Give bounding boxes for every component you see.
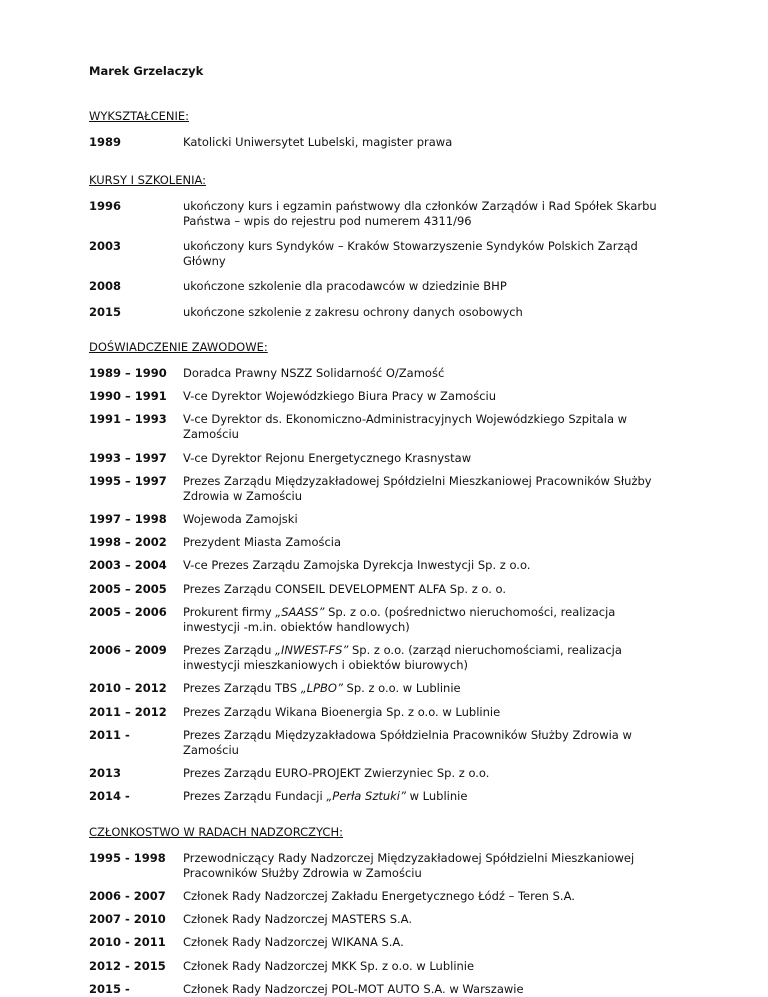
entry-date: 2006 – 2009	[89, 643, 167, 658]
entry-description: Członek Rady Nadzorczej MKK Sp. z o.o. w Lublinie	[183, 958, 475, 973]
entry-date: 1993 – 1997	[89, 450, 167, 465]
entry-description: Prezydent Miasta Zamościa	[183, 535, 342, 550]
experience-entry	[89, 389, 728, 404]
entry-description: Wojewoda Zamojski	[183, 512, 298, 527]
courses-heading: KURSY I SZKOLENIA:	[89, 172, 207, 187]
entry-date: 1989 – 1990	[89, 365, 167, 380]
entry-description: Członek Rady Nadzorczej WIKANA S.A.	[183, 935, 404, 950]
entry-description: ukończony kurs Syndyków – Kraków Stowarzyszenie Syndyków Polskich Zarząd Główny	[183, 239, 638, 269]
entry-date: 2013	[89, 766, 122, 781]
experience-entry	[89, 789, 728, 804]
courses-entry	[89, 305, 728, 320]
entry-date: 2006 - 2007	[89, 889, 166, 904]
entry-description: V-ce Dyrektor ds. Ekonomiczno-Administracyjnych Wojewódzkiego Szpitala w Zamościu	[183, 412, 628, 442]
courses-entry	[89, 279, 728, 294]
entry-date: 1989	[89, 135, 122, 150]
entry-description	[183, 789, 673, 804]
entry-company-name: „INWEST-FS”	[275, 643, 349, 658]
entry-description: Prezes Zarządu Międzyzakładowa Spółdzielnia Pracowników Służby Zdrowia w Zamościu	[183, 727, 632, 757]
entry-date: 2005 – 2005	[89, 581, 167, 596]
experience-entry	[89, 605, 728, 635]
entry-description: ukończone szkolenie dla pracodawców w dziedzinie BHP	[183, 279, 507, 294]
entry-description	[183, 643, 673, 673]
entry-description: Członek Rady Nadzorczej MASTERS S.A.	[183, 912, 412, 927]
entry-date: 2003 – 2004	[89, 558, 167, 573]
entry-description: V-ce Dyrektor Rejonu Energetycznego Krasnystaw	[183, 450, 472, 465]
board-entry	[89, 982, 728, 997]
experience-entry	[89, 766, 728, 781]
education-section	[89, 109, 728, 150]
entry-description	[183, 605, 673, 635]
board-heading: CZŁONKOSTWO W RADACH NADZORCZYCH:	[89, 824, 343, 839]
courses-section	[89, 173, 728, 320]
entry-date: 2014 -	[89, 789, 130, 804]
entry-date: 2015 -	[89, 981, 130, 996]
education-list	[89, 135, 728, 150]
entry-date: 2008	[89, 279, 122, 294]
entry-description: Prezes Zarządu Wikana Bioenergia Sp. z o.o. w Lublinie	[183, 704, 501, 719]
experience-section	[89, 340, 728, 805]
experience-entry	[89, 512, 728, 527]
entry-date: 2010 - 2011	[89, 935, 166, 950]
entry-description: Prezes Zarządu Międzyzakładowej Spółdzielni Mieszkaniowej Pracowników Służby Zdrowia w Zamościu	[183, 473, 652, 503]
entry-description: Członek Rady Nadzorczej Zakładu Energetycznego Łódź – Teren S.A.	[183, 889, 575, 904]
entry-text: w Lublinie	[405, 789, 468, 804]
entry-description: V-ce Dyrektor Wojewódzkiego Biura Pracy w Zamościu	[183, 389, 497, 404]
entry-date: 1990 – 1991	[89, 389, 167, 404]
entry-text: Sp. z o.o. (pośrednictwo nieruchomości, realizacja inwestycji -m.in. obiektów handlowych)	[183, 604, 616, 634]
entry-text: Sp. z o.o. w Lublinie	[342, 681, 461, 696]
entry-description: Przewodniczący Rady Nadzorczej Międzyzakładowej Spółdzielni Mieszkaniowej Pracowników Służby Zdrowia w Zamościu	[183, 850, 635, 880]
entry-date: 2012 - 2015	[89, 958, 166, 973]
entry-date: 2007 - 2010	[89, 912, 166, 927]
entry-company-name: „SAASS”	[275, 604, 325, 619]
entry-text: Prokurent firmy	[183, 604, 276, 619]
experience-entry	[89, 705, 728, 720]
board-section	[89, 825, 728, 997]
experience-entry	[89, 681, 728, 696]
entry-date: 1998 – 2002	[89, 535, 167, 550]
experience-entry	[89, 451, 728, 466]
experience-entry	[89, 535, 728, 550]
courses-entry	[89, 199, 728, 229]
entry-company-name: „LPBO”	[300, 681, 343, 696]
entry-description: Członek Rady Nadzorczej POL-MOT AUTO S.A. w Warszawie	[183, 981, 524, 996]
entry-text: Sp. z o.o. (zarząd nieruchomościami, realizacja inwestycji mieszkaniowych i obiektów biurowych)	[183, 643, 622, 673]
entry-description: Prezes Zarządu CONSEIL DEVELOPMENT ALFA Sp. z o. o.	[183, 581, 507, 596]
entry-date: 1995 – 1997	[89, 473, 167, 488]
experience-heading: DOŚWIADCZENIE ZAWODOWE:	[89, 339, 268, 354]
entry-company-name: „Perła Sztuki”	[326, 789, 406, 804]
board-entry	[89, 889, 728, 904]
entry-date: 1997 – 1998	[89, 512, 167, 527]
board-list	[89, 851, 728, 997]
entry-date: 1991 – 1993	[89, 412, 167, 427]
board-entry	[89, 851, 728, 881]
entry-date: 2011 – 2012	[89, 704, 167, 719]
entry-description: Prezes Zarządu EURO-PROJEKT Zwierzyniec Sp. z o.o.	[183, 766, 490, 781]
entry-description: ukończony kurs i egzamin państwowy dla członków Zarządów i Rad Spółek Skarbu Państwa – wpis do rejestru pod numerem 4311/96	[183, 198, 657, 228]
experience-entry	[89, 643, 728, 673]
person-name: Marek Grzelaczyk	[89, 64, 204, 78]
entry-description	[183, 681, 673, 696]
entry-text: Prezes Zarządu TBS	[183, 681, 301, 696]
entry-date: 1996	[89, 198, 122, 213]
board-entry	[89, 959, 728, 974]
experience-entry	[89, 474, 728, 504]
entry-description: Doradca Prawny NSZZ Solidarność O/Zamość	[183, 365, 445, 380]
entry-text: Prezes Zarządu Fundacji	[183, 789, 327, 804]
courses-list	[89, 199, 728, 320]
entry-description: V-ce Prezes Zarządu Zamojska Dyrekcja Inwestycji Sp. z o.o.	[183, 558, 531, 573]
experience-entry	[89, 582, 728, 597]
experience-entry	[89, 366, 728, 381]
entry-date: 1995 - 1998	[89, 850, 166, 865]
education-heading: WYKSZTAŁCENIE:	[89, 109, 190, 124]
entry-text: Prezes Zarządu	[183, 643, 276, 658]
entry-date: 2005 – 2006	[89, 604, 167, 619]
board-entry	[89, 935, 728, 950]
entry-description: Katolicki Uniwersytet Lubelski, magister prawa	[183, 135, 453, 150]
experience-entry	[89, 412, 728, 442]
entry-date: 2011 -	[89, 727, 130, 742]
entry-description: ukończone szkolenie z zakresu ochrony danych osobowych	[183, 304, 523, 319]
board-entry	[89, 912, 728, 927]
experience-entry	[89, 728, 728, 758]
entry-date: 2003	[89, 239, 122, 254]
education-entry	[89, 135, 728, 150]
experience-list	[89, 366, 728, 805]
entry-date: 2010 – 2012	[89, 681, 167, 696]
entry-date: 2015	[89, 304, 122, 319]
courses-entry	[89, 239, 728, 269]
experience-entry	[89, 558, 728, 573]
